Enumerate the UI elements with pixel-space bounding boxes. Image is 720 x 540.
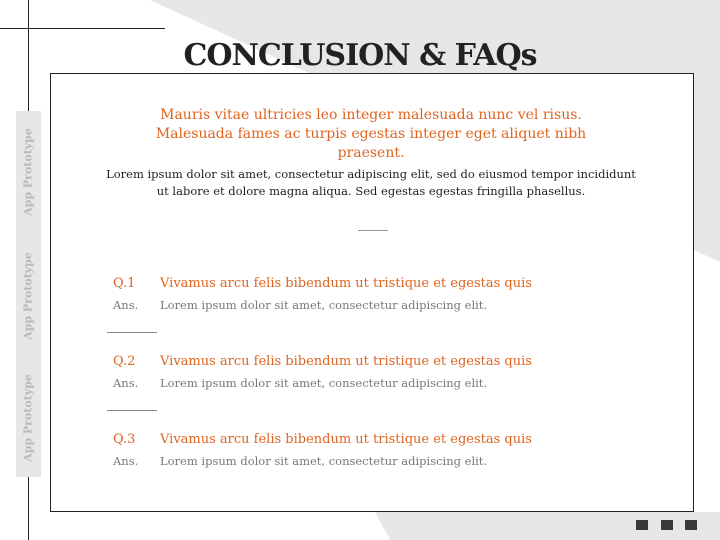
answer-text: Lorem ipsum dolor sit amet, consectetur adipiscing elit.: [160, 298, 488, 312]
question-number: Q.2: [113, 354, 136, 369]
content-card: [50, 73, 694, 512]
answer-text: Lorem ipsum dolor sit amet, consectetur adipiscing elit.: [160, 454, 488, 468]
intro-body: Lorem ipsum dolor sit amet, consectetur adipiscing elit, sed do eiusmod tempor incididunt ut labore et dolore magna aliqua. Sed egestas egestas fringilla phasellus.: [106, 167, 636, 198]
answer-label: Ans.: [113, 376, 139, 390]
question-text: Vivamus arcu felis bibendum ut tristique et egestas quis: [160, 354, 532, 369]
decor-square: [685, 520, 697, 530]
intro-highlight: Mauris vitae ultricies leo integer malesuada nunc vel risus. Malesuada fames ac turpis egestas integer eget aliquet nibh praesent.: [155, 107, 587, 161]
faq-separator: [107, 332, 157, 333]
faq-item-1: [113, 276, 673, 316]
question-text: Vivamus arcu felis bibendum ut tristique et egestas quis: [160, 276, 532, 291]
faq-item-2: [113, 354, 673, 394]
question-number: Q.3: [113, 432, 136, 447]
center-divider: [358, 230, 388, 231]
decor-square: [636, 520, 648, 530]
top-horizontal-line: [0, 28, 165, 29]
answer-text: Lorem ipsum dolor sit amet, consectetur adipiscing elit.: [160, 376, 488, 390]
page-title: CONCLUSION & FAQs: [183, 38, 537, 73]
faq-separator: [107, 410, 157, 411]
faq-item-3: [113, 432, 673, 472]
decor-square: [661, 520, 673, 530]
answer-label: Ans.: [113, 454, 139, 468]
question-number: Q.1: [113, 276, 136, 291]
question-text: Vivamus arcu felis bibendum ut tristique et egestas quis: [160, 432, 532, 447]
answer-label: Ans.: [113, 298, 139, 312]
